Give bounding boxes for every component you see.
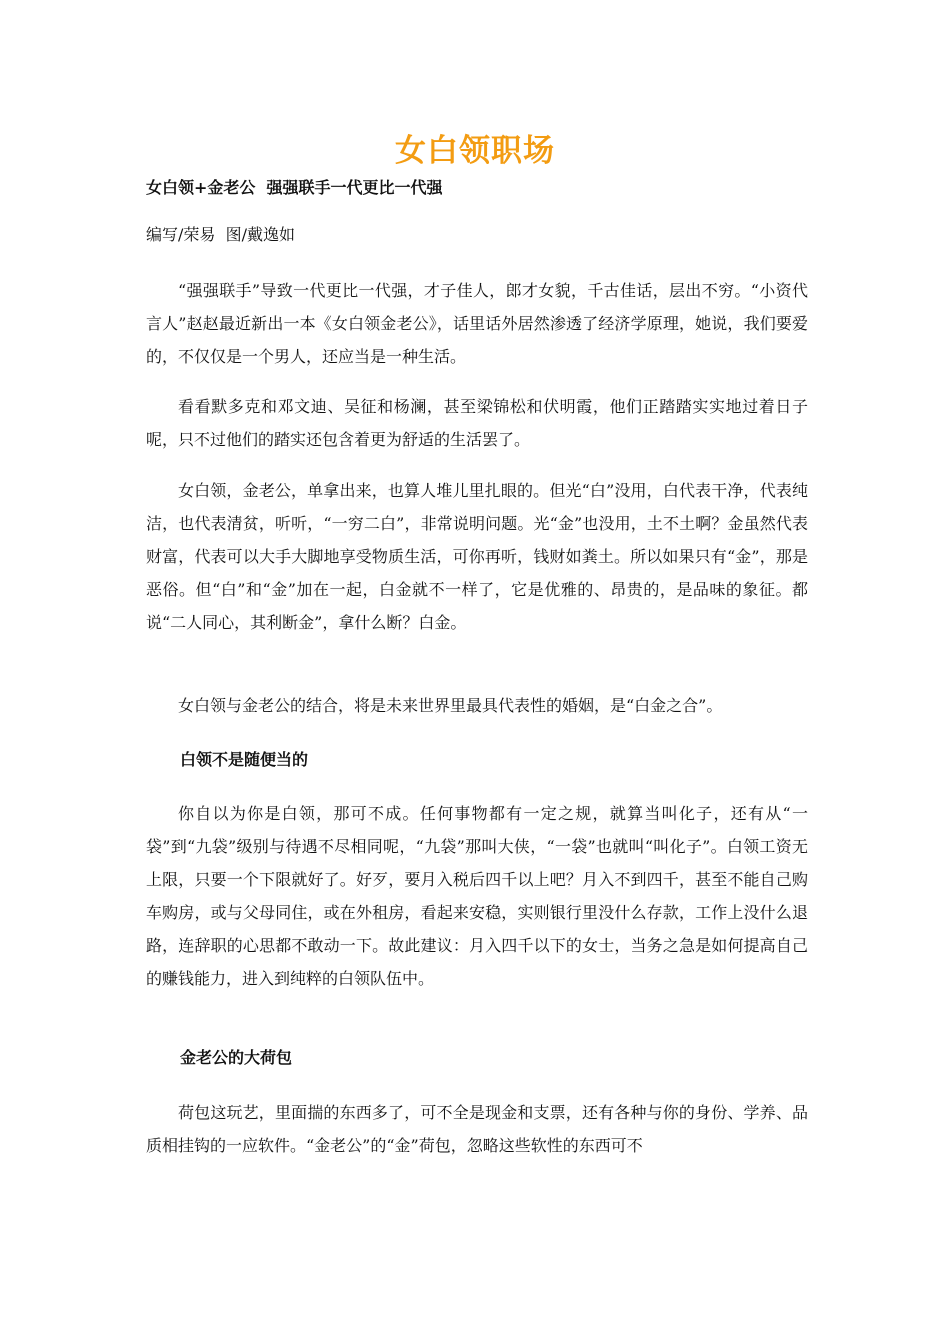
paragraph-couples: 看看默多克和邓文迪、吴征和杨澜，甚至梁锦松和伏明霞，他们正踏踏实实地过着日子呢，只不过他们的踏实还包含着更为舒适的生活罢了。	[146, 397, 808, 449]
paragraph-white-gold: 女白领，金老公，单拿出来，也算人堆儿里扎眼的。但光“白”没用，白代表干净，代表纯洁，也代表清贫，听听，“一穷二白”，非常说明问题。光“金”也没用，土不土啊？金虽然代表财富，代表可以大手大脚地享受物质生活，可你再听，钱财如粪土。所以如果只有“金”，那是恶俗。但“白”和“金”加在一起，白金就不一样了，它是优雅的、昂贵的，是品味的象征。都说“二人同心，其利断金”，拿什么断？白金。	[146, 481, 808, 632]
article-byline: 编写/荣易 图/戴逸如	[146, 225, 295, 244]
paragraph-white-collar: 你自以为你是白领，那可不成。任何事物都有一定之规，就算当叫化子，还有从“一袋”到“九袋”级别与待遇不尽相同呢，“九袋”那叫大侠，“一袋”也就叫“叫化子”。白领工资无上限，只要一个下限就好了。好歹，要月入税后四千以上吧？月入不到四千，甚至不能自己购车购房，或与父母同住，或在外租房，看起来安稳，实则银行里没什么存款，工作上没什么退路，连辞职的心思都不敢动一下。故此建议：月入四千以下的女士，当务之急是如何提高自己的赚钱能力，进入到纯粹的白领队伍中。	[146, 804, 808, 988]
document-title: 女白领职场	[395, 133, 555, 169]
paragraph-purse: 荷包这玩艺，里面揣的东西多了，可不全是现金和支票，还有各种与你的身份、学养、品质相挂钩的一应软件。“金老公”的“金”荷包，忽略这些软性的东西可不	[146, 1103, 808, 1155]
section-heading-gold-husband: 金老公的大荷包	[180, 1048, 293, 1067]
section-heading-white-collar: 白领不是随便当的	[180, 750, 309, 769]
paragraph-union: 女白领与金老公的结合，将是未来世界里最具代表性的婚姻，是“白金之合”。	[178, 696, 723, 715]
article-subtitle: 女白领+金老公 强强联手一代更比一代强	[146, 178, 443, 197]
paragraph-intro: “强强联手”导致一代更比一代强，才子佳人，郎才女貌，千古佳话，层出不穷。“小资代言人”赵赵最近新出一本《女白领金老公》，话里话外居然渗透了经济学原理，她说，我们要爱的，不仅仅是一个男人，还应当是一种生活。	[146, 281, 808, 366]
